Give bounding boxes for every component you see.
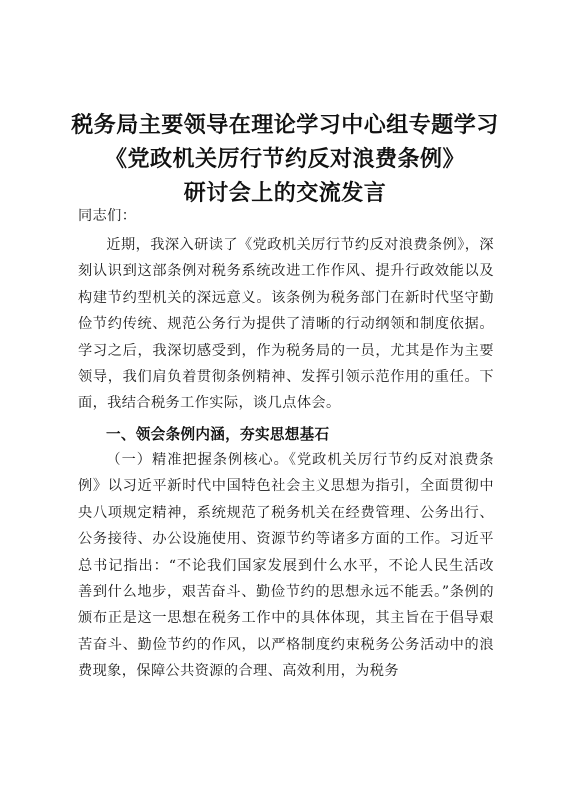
- document-title-line-3: 研讨会上的交流发言: [183, 181, 387, 206]
- document-title-line-2: 《党政机关厉行节约反对浪费条例》: [104, 147, 465, 172]
- greeting: 同志们：: [78, 208, 137, 224]
- section-heading-1: 一、领会条例内涵，夯实思想基石: [106, 426, 330, 443]
- paragraph-section-1-1: （一）精准把握条例核心。《党政机关厉行节约反对浪费条例》以习近平新时代中国特色社会主义思想为指引，全面贯彻中央八项规定精神，系统规范了税务机关在经费管理、公务出行、公务接待、办公设施使用、资源节约等诸多方面的工作。习近平总书记指出：“不论我们国家发展到什么水平，不论人民生活改善到什么地步，艰苦奋斗、勤俭节约的思想永远不能丢。”条例的颁布正是这一思想在税务工作中的具体体现，其主旨在于倡导艰苦奋斗、勤俭节约的作风，以严格制度约束税务公务活动中的浪费现象，保障公共资源的合理、高效利用，为税务: [78, 452, 494, 680]
- paragraph-intro: 近期，我深入研读了《党政机关厉行节约反对浪费条例》，深刻认识到这部条例对税务系统改进工作作风、提升行政效能以及构建节约型机关的深远意义。该条例为税务部门在新时代坚守勤俭节约传统、规范公务行为提供了清晰的行动纲领和制度依据。学习之后，我深切感受到，作为税务局的一员，尤其是作为主要领导，我们肩负着贯彻条例精神、发挥引领示范作用的重任。下面，我结合税务工作实际，谈几点体会。: [78, 237, 494, 412]
- document-title-line-1: 税务局主要领导在理论学习中心组专题学习: [71, 113, 499, 138]
